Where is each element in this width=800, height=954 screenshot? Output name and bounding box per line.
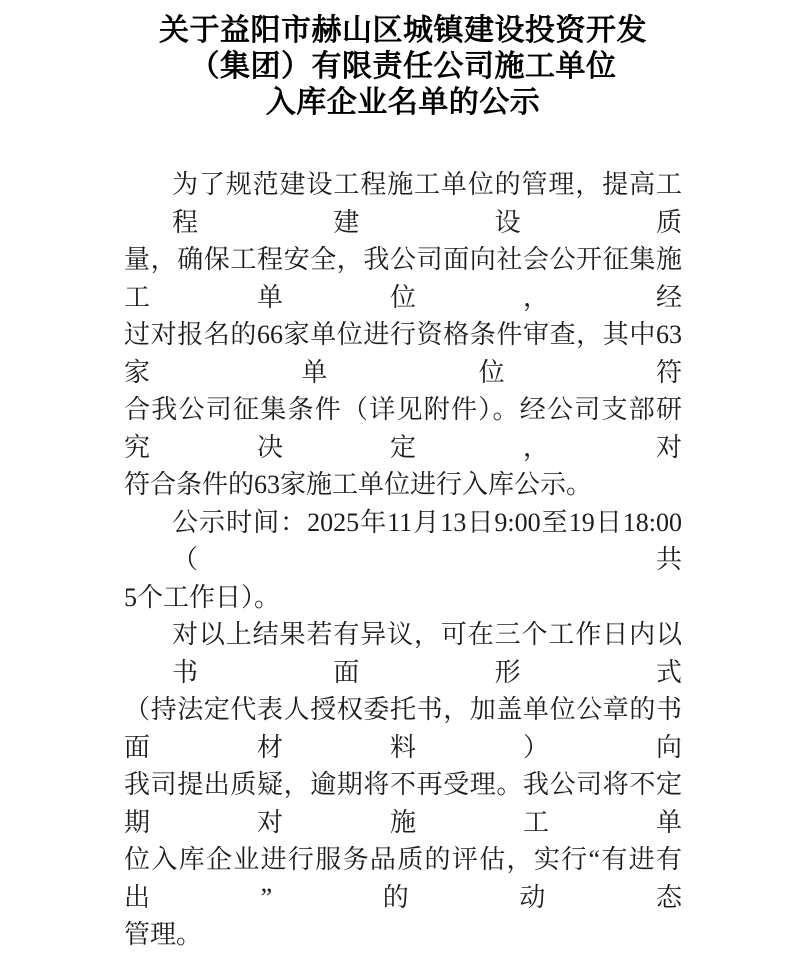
document-title	[124, 13, 682, 121]
document-content	[124, 0, 682, 954]
title-line-2: （集团）有限责任公司施工单位	[189, 50, 617, 83]
paragraph-1-line-5: 符合条件的63家施工单位进行入库公示。	[124, 470, 593, 499]
paragraph-1-line-1: 为了规范建设工程施工单位的管理，提高工程建设质	[172, 170, 682, 237]
paragraph-1-line-4: 合我公司征集条件（详见附件）。经公司支部研究决定，对	[124, 395, 682, 462]
paragraph-3-line-4: 位入库企业进行服务品质的评估，实行“有进有出”的动态	[124, 845, 682, 912]
document-body	[124, 166, 682, 954]
paragraph-1	[124, 166, 682, 504]
paragraph-1-line-3: 过对报名的66家单位进行资格条件审查，其中63家单位符	[124, 320, 682, 387]
paragraph-3	[124, 616, 682, 954]
paragraph-2	[124, 504, 682, 617]
paragraph-3-line-2: （持法定代表人授权委托书，加盖单位公章的书面材料）向	[124, 695, 682, 762]
paragraph-2-line-2: 5个工作日）。	[124, 582, 281, 612]
paragraph-3-line-3: 我司提出质疑，逾期将不再受理。我公司将不定期对施工单	[124, 770, 682, 837]
paragraph-2-line-1: 公示时间：2025年11月13日9:00至19日18:00（共	[172, 507, 682, 574]
paragraph-1-line-2: 量，确保工程安全，我公司面向社会公开征集施工单位，经	[124, 245, 682, 312]
title-line-3: 入库企业名单的公示	[265, 86, 541, 119]
paragraph-3-line-1: 对以上结果若有异议，可在三个工作日内以书面形式	[172, 620, 682, 687]
paragraph-3-line-5: 管理。	[124, 920, 203, 949]
title-line-1: 关于益阳市赫山区城镇建设投资开发	[159, 14, 647, 47]
